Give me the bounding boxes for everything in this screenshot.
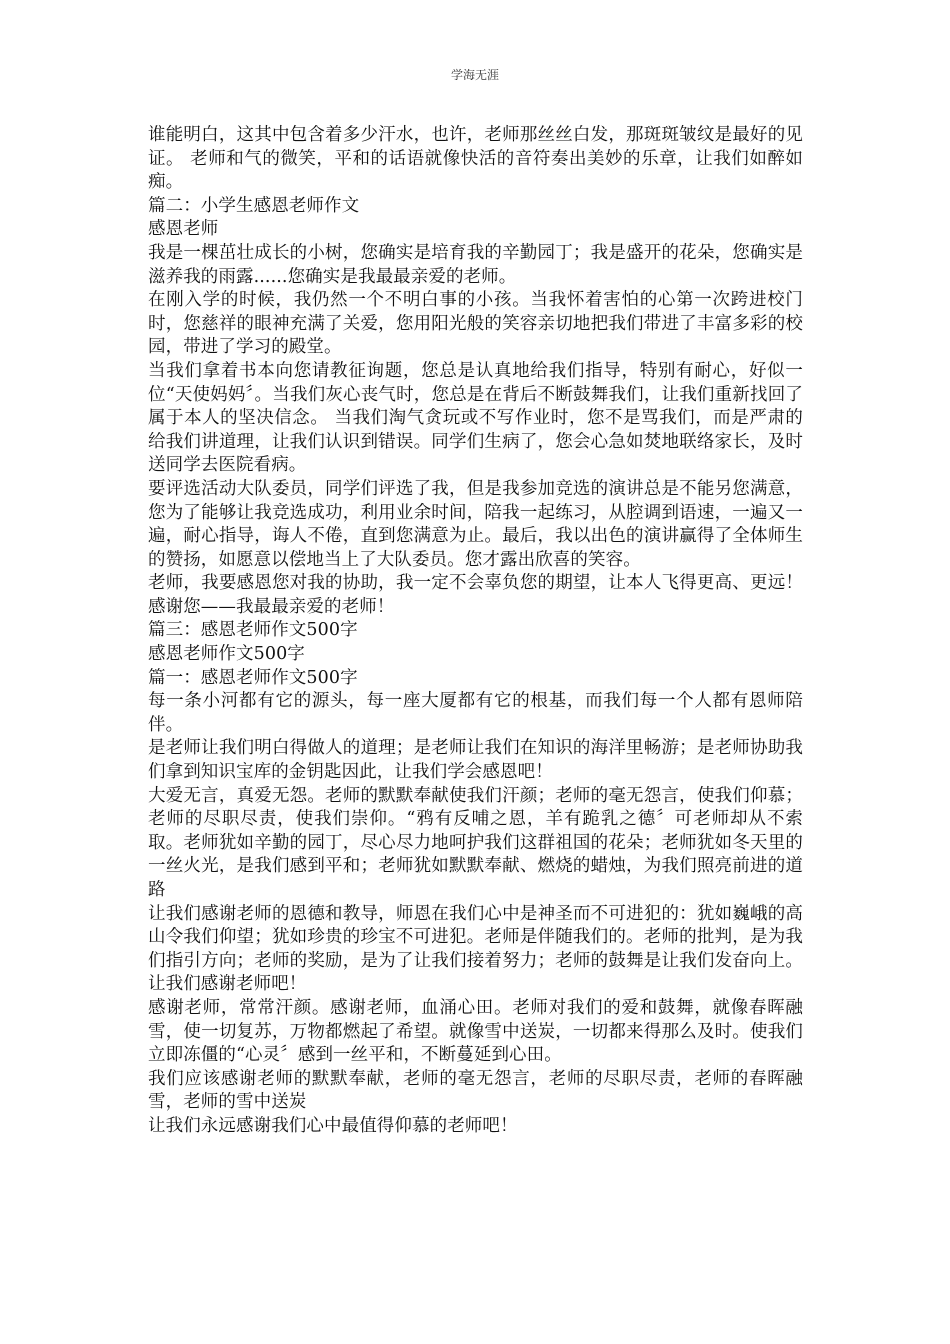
paragraph: 是老师让我们明白得做人的道理；是老师让我们在知识的海洋里畅游；是老师协助我们拿到知识宝库的金钥匙因此，让我们学会感恩吧！ [148,738,803,783]
paragraph: 要评选活动大队委员，同学们评选了我，但是我参加竞选的演讲总是不能另您满意，您为了能够让我竞选成功，利用业余时间，陪我一起练习，从腔调到语速，一遍又一遍，耐心指导，诲人不倦，直到您满意为止。最后，我以出色的演讲赢得了全体师生的赞扬，如愿意以偿地当上了大队委员。您才露出欣喜的笑容。 [148,478,803,570]
paragraph: 让我们永远感谢我们心中最值得仰慕的老师吧！ [148,1115,518,1136]
paragraph: 在刚入学的时候，我仍然一个不明白事的小孩。当我怀着害怕的心第一次跨进校门时，您慈祥的眼神充满了关爱，您用阳光般的笑容亲切地把我们带进了丰富多彩的校园，带进了学习的殿堂。 [148,290,803,358]
essay-title: 感恩老师 [148,219,219,240]
section-heading: 篇一：感恩老师作文500字 [148,667,358,688]
page-header: 学海无涯 [450,68,499,82]
document-body [148,124,803,1139]
paragraph: 我是一棵茁壮成长的小树，您确实是培育我的辛勤园丁；我是盛开的花朵，您确实是滋养我的雨露......您确实是我最最亲爱的老师。 [148,242,803,287]
paragraph: 谁能明白，这其中包含着多少汗水，也许，老师那丝丝白发，那斑斑皱纹是最好的见证。 老师和气的微笑，平和的话语就像快活的音符奏出美妙的乐章，让我们如醉如痴。 [148,125,803,193]
section-heading: 篇三：感恩老师作文500字 [148,620,358,641]
paragraph: 感谢老师，常常汗颜。感谢老师，血涌心田。老师对我们的爱和鼓舞，就像春晖融雪，使一切复苏，万物都燃起了希望。就像雪中送炭，一切都来得那么及时。使我们立即冻僵的“心灵〞感到一丝平和，不断蔓延到心田。 [148,997,803,1066]
paragraph: 大爱无言，真爱无怨。老师的默默奉献使我们汗颜；老师的毫无怨言，使我们仰慕；老师的尽职尽责，使我们崇仰。“鸦有反哺之恩，羊有跪乳之德〞可老师却从不索取。老师犹如辛勤的园丁，尽心尽力地呵护我们这群祖国的花朵；老师犹如冬天里的一丝火光，是我们感到平和；老师犹如默默奉献、燃烧的蜡烛，为我们照亮前进的道路 [148,785,803,900]
paragraph: 老师，我要感恩您对我的协助，我一定不会辜负您的期望，让本人飞得更高、更远！感谢您——我最最亲爱的老师！ [148,573,803,617]
paragraph: 让我们感谢老师的恩德和教导，师恩在我们心中是神圣而不可进犯的：犹如巍峨的高山令我们仰望；犹如珍贵的珍宝不可进犯。老师是伴随我们的。老师的批判，是为我们指引方向；老师的奖励，是为了让我们接着努力；老师的鼓舞是让我们发奋向上。让我们感谢老师吧！ [148,903,803,995]
paragraph: 我们应该感谢老师的默默奉献，老师的毫无怨言，老师的尽职尽责，老师的春晖融雪，老师的雪中送炭 [148,1068,803,1113]
paragraph: 每一条小河都有它的源头，每一座大厦都有它的根基，而我们每一个人都有恩师陪伴。 [148,691,803,735]
section-heading: 篇二：小学生感恩老师作文 [148,195,360,216]
essay-title: 感恩老师作文500字 [148,644,305,665]
paragraph: 当我们拿着书本向您请教征询题，您总是认真地给我们指导，特别有耐心，好似一位“天使妈妈〞。当我们灰心丧气时，您总是在背后不断鼓舞我们，让我们重新找回了属于本人的坚决信念。 当我们淘气贪玩或不写作业时，您不是骂我们，而是严肃的给我们讲道理，让我们认识到错误。同学们生病了，您会心急如焚地联络家长，及时送同学去医院看病。 [148,360,803,476]
